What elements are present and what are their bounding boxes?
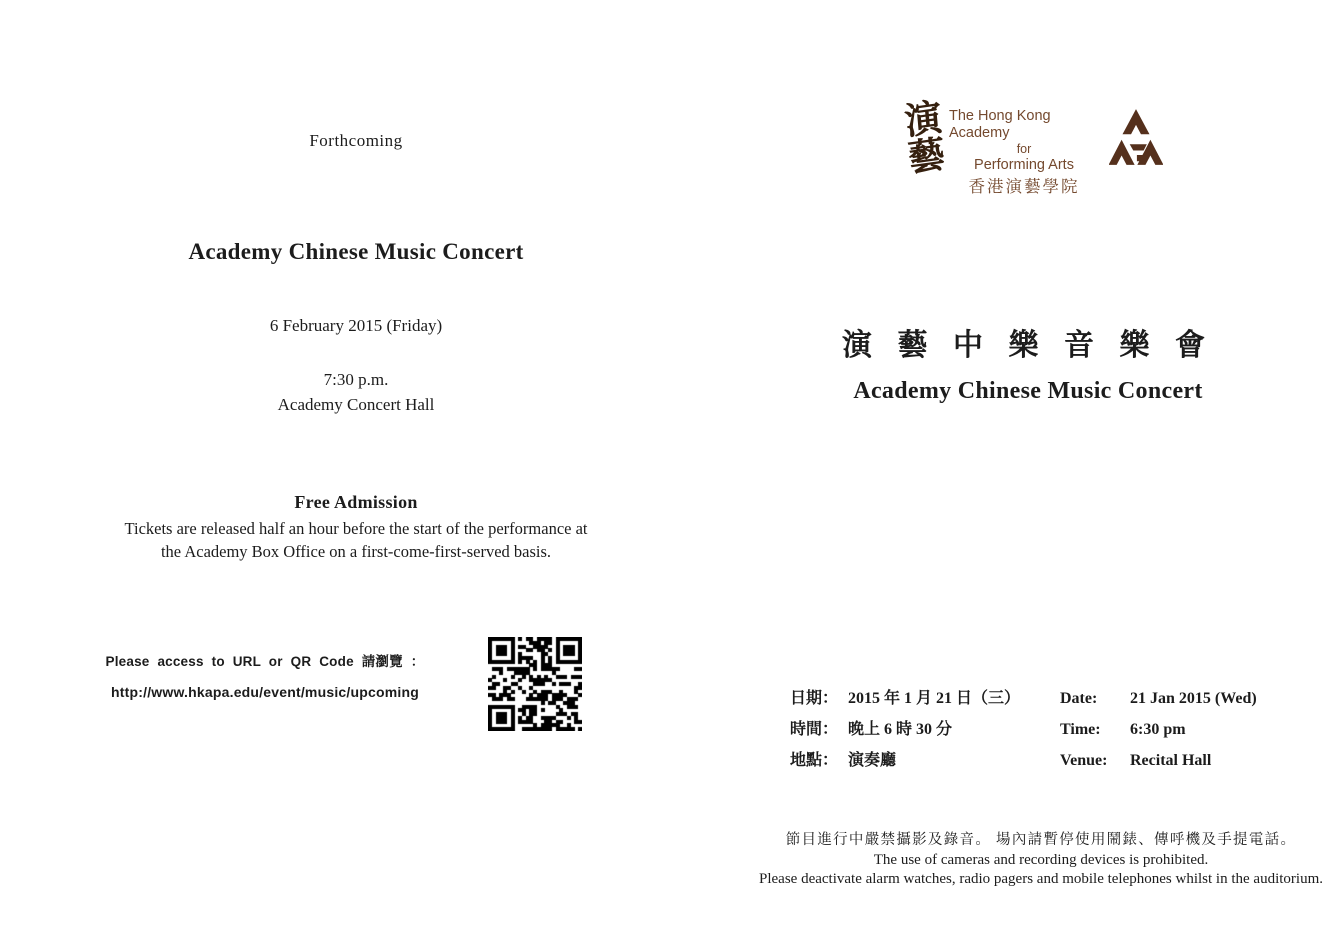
- forthcoming-label: Forthcoming: [309, 131, 403, 150]
- qr-code: [488, 637, 582, 731]
- detail-label-en: Venue:: [1060, 752, 1108, 769]
- notice-en-line1: The use of cameras and recording devices is prohibited.: [873, 852, 1209, 868]
- detail-value-en: Recital Hall: [1130, 752, 1212, 769]
- notice-en-line2: Please deactivate alarm watches, radio pagers and mobile telephones whilst in the auditorium.: [759, 870, 1323, 887]
- notice-zh: 節目進行中嚴禁攝影及錄音。 場內請暫停使用鬧錶、傳呼機及手提電話。: [785, 832, 1297, 848]
- event-url: http://www.hkapa.edu/event/music/upcoming: [111, 684, 419, 700]
- concert-title-en: Academy Chinese Music Concert: [853, 378, 1203, 404]
- logo-wordmark: [949, 100, 1099, 198]
- admission-note-line2: the Academy Box Office on a first-come-first-served basis.: [160, 542, 552, 561]
- detail-value-zh: 2015 年 1 月 21 日（三）: [848, 690, 1021, 707]
- event-time-left: 7:30 p.m.: [323, 370, 389, 389]
- hkapa-triangle-icon: [1109, 100, 1163, 173]
- detail-value-en: 6:30 pm: [1130, 721, 1186, 738]
- logo-line3: Performing Arts: [974, 157, 1074, 173]
- detail-value-zh: 演奏廳: [848, 752, 897, 769]
- detail-label-zh: 時間：: [790, 721, 839, 738]
- detail-label-en: Date:: [1060, 690, 1098, 707]
- details-table: [790, 683, 1300, 776]
- notice-en: [725, 851, 1344, 888]
- event-venue-left: Academy Concert Hall: [277, 395, 435, 414]
- logo-line1: The Hong Kong Academy: [949, 108, 1051, 141]
- admission-note: [40, 517, 672, 563]
- logo-line4-zh: 香港演藝學院: [968, 178, 1080, 196]
- url-access-block: [94, 650, 436, 700]
- detail-value-en: 21 Jan 2015 (Wed): [1130, 690, 1257, 707]
- logo-line2: for: [1016, 142, 1032, 156]
- hkapa-logo: [896, 97, 1163, 198]
- concert-title-zh: 演 藝 中 樂 音 樂 會: [842, 329, 1214, 362]
- free-admission-heading: Free Admission: [294, 492, 418, 512]
- logo-calligraphy: 演藝: [896, 97, 944, 177]
- detail-label-zh: 地點：: [790, 752, 839, 769]
- event-time-venue: [40, 367, 672, 417]
- event-date-left: 6 February 2015 (Friday): [269, 316, 443, 335]
- concert-title-left: Academy Chinese Music Concert: [188, 239, 524, 264]
- detail-label-en: Time:: [1060, 721, 1101, 738]
- detail-label-zh: 日期：: [790, 690, 839, 707]
- detail-value-zh: 晚上 6 時 30 分: [848, 721, 953, 738]
- url-access-note: Please access to URL or QR Code 請瀏覽 ：: [105, 654, 425, 669]
- admission-note-line1: Tickets are released half an hour before the start of the performance at: [124, 519, 588, 538]
